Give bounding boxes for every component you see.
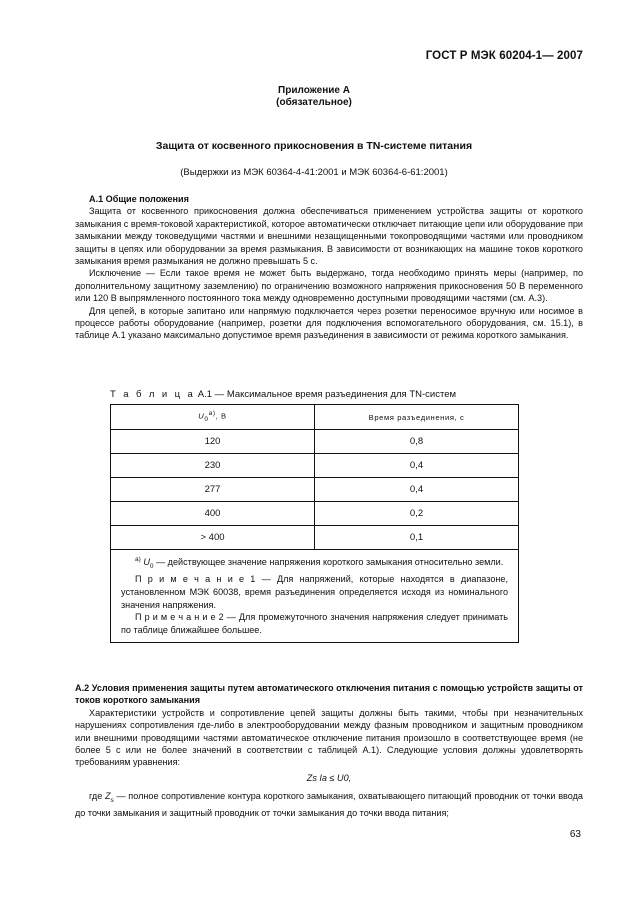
section-a1-exception: Исключение — Если такое время не может быть выдержано, тогда необходимо принять меры (например, по дополнительному защитному заземлению) по ограничению возможного напряжения прикосновения 50 В переменного или 120 В выпрямленного постоянного тока между одновременно доступными проводящими частями (см. А.3). xyxy=(75,268,583,304)
section-a2-paragraph: Характеристики устройств и сопротивление цепей защиты должны быть такими, чтобы при незначительных нарушениях сопротивления где-либо в электрооборудовании между фазным проводником и защитным проводником или внешними проводящими частями автоматическое отключение питания произошло в соответствующее время (не более 5 с или не более значений в соответствии с таблицей А.1). Следующие условия должны удовлетворять требованиям уравнения: xyxy=(75,707,583,768)
section-a1-paragraph: Для цепей, в которые запитано или напрямую подключается через розетки переносимое вручную или носимое в процессе работы оборудование (например, розетки для подключения вспомогательного оборудования, см. 15.1), в таблице А.1 указано максимально допустимое время разъединения в зависимости от режима короткого замыкания. xyxy=(75,305,583,341)
column-header-voltage: $U_0^{a)}$, В xyxy=(111,405,315,430)
column-header-time: Время разъединения, с xyxy=(315,405,519,430)
table-notes xyxy=(111,550,519,643)
formula-explanation: где $Z_s$ — полное сопротивление контура короткого замыкания, охватывающего питающий проводник от точки ввода до точки замыкания и защитный проводник от точки замыкания до точки ввода питания; xyxy=(75,791,583,819)
voltage-cell: 400 xyxy=(111,502,315,526)
page-number: 63 xyxy=(569,829,581,840)
time-cell: 0,4 xyxy=(315,454,519,478)
table-row xyxy=(111,430,519,454)
section-a1-paragraph: Защита от косвенного прикосновения должна обеспечиваться применением устройства защиты от короткого замыкания с время-токовой характеристикой, которое автоматически отключает питающие цепи или оборудование при замыкании между токоведущими частями и внешними незащищенными токопроводящими частями или проводником защиты в цепях или оборудовании за время размыкания. В зависимости от возникающих на машине токов короткого замыкания время размыкания не должно превышать 5 с. xyxy=(75,206,584,267)
table-notes-row xyxy=(111,550,519,643)
document-code: ГОСТ Р МЭК 60204-1— 2007 xyxy=(425,50,583,62)
annex-status: (обязательное) xyxy=(276,97,352,108)
section-a2 xyxy=(75,682,583,820)
page-title: Защита от косвенного прикосновения в TN-системе питания xyxy=(155,140,473,152)
annex-title: Приложение А xyxy=(278,85,350,96)
time-cell: 0,1 xyxy=(315,526,519,550)
voltage-cell: 230 xyxy=(111,454,315,478)
voltage-cell: 277 xyxy=(111,478,315,502)
time-cell: 0,2 xyxy=(315,502,519,526)
time-cell: 0,4 xyxy=(315,478,519,502)
table-row xyxy=(111,526,519,550)
voltage-cell: 120 xyxy=(111,430,315,454)
table-row xyxy=(111,454,519,478)
table-caption-text: А.1 — Максимальное время разъединения для TN-систем xyxy=(197,389,457,400)
table-row xyxy=(111,478,519,502)
table-footnote: $^{a)}$ $U_0$ — действующее значение напряжения короткого замыкания относительно земли. xyxy=(135,556,504,570)
table-caption xyxy=(110,389,456,400)
section-a2-heading: А.2 Условия применения защиты путем автоматического отключения питания с помощью устройств защиты от токов короткого замыкания xyxy=(75,683,583,706)
disconnection-time-table xyxy=(110,404,519,643)
excerpt-note: (Выдержки из МЭК 60364-4-41:2001 и МЭК 60364-6-61:2001) xyxy=(180,167,448,178)
section-a1-heading: А.1 Общие положения xyxy=(89,194,189,204)
section-a1 xyxy=(75,193,583,342)
table-note-1: П р и м е ч а н и е 1 — Для напряжений, которые находятся в диапазоне, установленном МЭК 60038, время разъединения определяется исходя из номинального значения напряжения. xyxy=(121,574,508,610)
voltage-cell: > 400 xyxy=(111,526,315,550)
table-row xyxy=(111,502,519,526)
table-caption-label: Т а б л и ц а xyxy=(110,389,196,400)
time-cell: 0,8 xyxy=(315,430,519,454)
formula: Zs Ia ≤ U0, xyxy=(306,772,352,783)
table-note-2: П р и м е ч а н и е 2 — Для промежуточного значения напряжения следует принимать по таблице ближайшее большее. xyxy=(121,612,508,635)
